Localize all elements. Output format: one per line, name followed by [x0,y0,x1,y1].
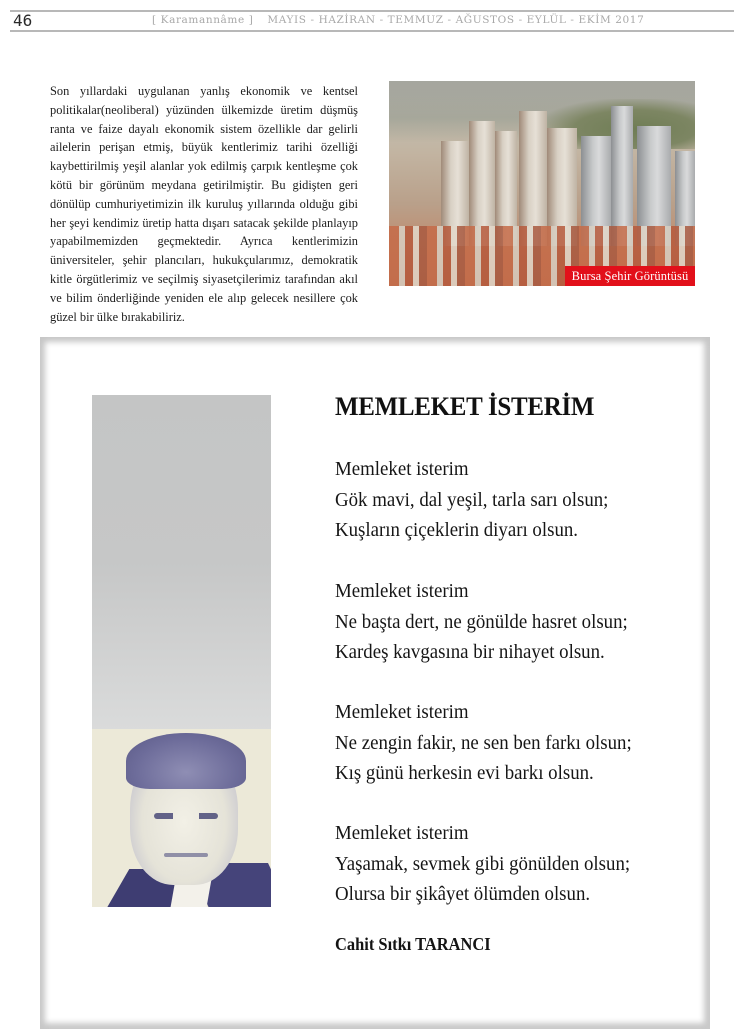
poem-line: Memleket isterim [335,822,469,844]
portrait-background-block [92,395,271,730]
poem-title: MEMLEKET İSTERİM [335,392,595,421]
poem-line: Memleket isterim [335,580,469,602]
poem-stanza [335,454,632,546]
author-portrait [92,729,271,907]
header-rule-top [10,10,734,12]
poem-line: Memleket isterim [335,458,469,480]
poem-line: Gök mavi, dal yeşil, tarla sarı olsun; [335,488,609,511]
poem-stanza [335,697,658,789]
poem-line: Olursa bir şikâyet ölümden olsun. [335,883,591,905]
issue-period: MAYIS - HAZİRAN - TEMMUZ - AĞUSTOS - EYLÜL - EKİM 2017 [267,14,645,26]
header-rule-bottom [10,30,734,32]
poem-line: Kuşların çiçeklerin diyarı olsun. [335,519,579,541]
running-head [152,13,644,27]
photo-caption: Bursa Şehir Görüntüsü [565,266,695,286]
poem-stanza [335,576,653,668]
publication-name: [ Karamannâme ] [152,14,254,26]
poem-line: Ne başta dert, ne gönülde hasret olsun; [335,610,628,633]
poem-line: Memleket isterim [335,701,469,723]
page-number: 46 [13,11,33,30]
portrait-mouth [164,853,208,857]
poem-line: Kardeş kavgasına bir nihayet olsun. [335,641,605,663]
city-photo [389,81,695,286]
portrait-hair [126,733,246,789]
photo-building [611,106,633,246]
poem-author: Cahit Sıtkı TARANCI [335,934,491,954]
article-paragraph: Son yıllardaki uygulanan yanlış ekonomik ve kentsel politikalar(neoliberal) yüzünden ülkemizde üretim düşmüş ranta ve faize dayalı ekonomik sistem özellikle dar gelirli ailelerin perişan etmiş, büyük kentlerimiz tarihi özelliği kaybettirilmiş yeşil alanlar yok edilmiş çarpık kentleşme çok kötü bir görünüm meydana getirilmiştir. Bu gidişten geri dönülüp cumhuriyetimizin ilk kuruluş yıllarında olduğu gibi her şeyi kendimiz üretip hatta dışarı satacak şekilde planlayıp yapabilmemizden geçmektedir. Ayrıca kentlerimizin üniversiteler, şehir plancıları, hukukçularımız, demokratik kitle örgütlerimiz ve seçilmiş siyasetçilerimiz tarafından akıl ve bilim önderliğinde yeniden ele alıp gelecek nesillere çok güzel bir ülke bırakabiliriz. [50,84,358,324]
poem-line: Yaşamak, sevmek gibi gönülden olsun; [335,852,631,875]
poem-stanza [335,818,656,910]
poem-line: Ne zengin fakir, ne sen ben farkı olsun; [335,731,632,754]
portrait-eyes [154,813,218,819]
poem-line: Kış günü herkesin evi barkı olsun. [335,762,594,784]
